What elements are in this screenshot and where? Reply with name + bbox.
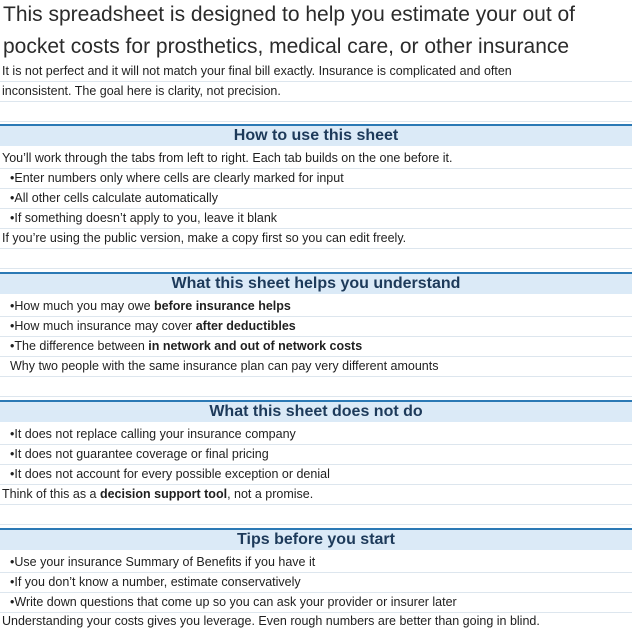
how-to-note-text: If you’re using the public version, make a copy first so you can edit freely. [2, 231, 407, 245]
tips-closing-row[interactable] [0, 612, 632, 632]
does-not-bullet-row[interactable] [0, 425, 632, 445]
helps-bullet-row[interactable] [0, 337, 632, 357]
does-not-bullet-text: •It does not replace calling your insurance company [10, 427, 296, 441]
does-not-note-bold: decision support tool [99, 487, 228, 501]
how-to-lead-text: You’ll work through the tabs from left to right. Each tab builds on the one before it. [2, 151, 453, 165]
intro-row-1[interactable] [0, 62, 632, 82]
tips-bullet-row[interactable] [0, 593, 632, 613]
helps-bullet-text [0, 319, 296, 333]
helps-item-2-text: •How much insurance may cover [10, 319, 196, 333]
section-header-how-to-use[interactable]: How to use this sheet [0, 124, 632, 146]
empty-row[interactable] [0, 377, 632, 397]
does-not-note-text [0, 487, 313, 501]
how-to-lead-row[interactable] [0, 149, 632, 169]
section-header-helps-understand[interactable]: What this sheet helps you understand [0, 272, 632, 294]
helps-item-4-text: Why two people with the same insurance plan can pay very different amounts [10, 359, 439, 373]
empty-row[interactable] [0, 249, 632, 269]
helps-item-3-text: •The difference between [10, 339, 149, 353]
how-to-bullet-text: •If something doesn’t apply to you, leave it blank [10, 211, 278, 225]
does-not-note-post: , not a promise. [227, 487, 314, 501]
does-not-bullet-text: •It does not account for every possible exception or denial [10, 467, 330, 481]
tips-bullet-text: •If you don’t know a number, estimate conservatively [10, 575, 301, 589]
tips-closing-text: Understanding your costs gives you leverage. Even rough numbers are better than going in blind. [2, 614, 540, 628]
does-not-bullet-row[interactable] [0, 445, 632, 465]
tips-bullet-row[interactable] [0, 573, 632, 593]
how-to-bullet-text: •Enter numbers only where cells are clearly marked for input [10, 171, 344, 185]
does-not-bullet-row[interactable] [0, 465, 632, 485]
section-header-does-not-do[interactable]: What this sheet does not do [0, 400, 632, 422]
intro-row-2[interactable] [0, 82, 632, 102]
how-to-bullet-row[interactable] [0, 169, 632, 189]
helps-bullet-row[interactable] [0, 317, 632, 337]
helps-bullet-text [0, 339, 362, 353]
empty-row[interactable] [0, 102, 632, 122]
does-not-bullet-text: •It does not guarantee coverage or final pricing [10, 447, 269, 461]
intro-text-1: It is not perfect and it will not match your final bill exactly. Insurance is complicated and often [2, 64, 512, 78]
empty-row[interactable] [0, 505, 632, 525]
helps-item-1-text: •How much you may owe [10, 299, 155, 313]
helps-bullet-text [0, 299, 291, 313]
tips-bullet-text: •Use your insurance Summary of Benefits if you have it [10, 555, 316, 569]
helps-bullet-row[interactable] [0, 297, 632, 317]
does-not-note-row[interactable] [0, 485, 632, 505]
tips-bullet-text: •Write down questions that come up so you can ask your provider or insurer later [10, 595, 457, 609]
how-to-bullet-row[interactable] [0, 209, 632, 229]
how-to-bullet-row[interactable] [0, 189, 632, 209]
how-to-note-row[interactable] [0, 229, 632, 249]
helps-item-4-row[interactable] [0, 357, 632, 377]
page-title-line-2: pocket costs for prosthetics, medical care, or other insurance [3, 35, 570, 58]
helps-item-1-bold: before insurance helps [154, 299, 291, 313]
intro-text-2: inconsistent. The goal here is clarity, not precision. [2, 84, 281, 98]
tips-bullet-row[interactable] [0, 553, 632, 573]
how-to-bullet-text: •All other cells calculate automatically [10, 191, 218, 205]
page-title-line-1: This spreadsheet is designed to help you estimate your out of [3, 3, 576, 26]
does-not-note-pre: Think of this as a [2, 487, 100, 501]
helps-item-3-bold: in network and out of network costs [148, 339, 363, 353]
section-header-tips[interactable]: Tips before you start [0, 528, 632, 550]
helps-item-2-bold: after deductibles [195, 319, 296, 333]
